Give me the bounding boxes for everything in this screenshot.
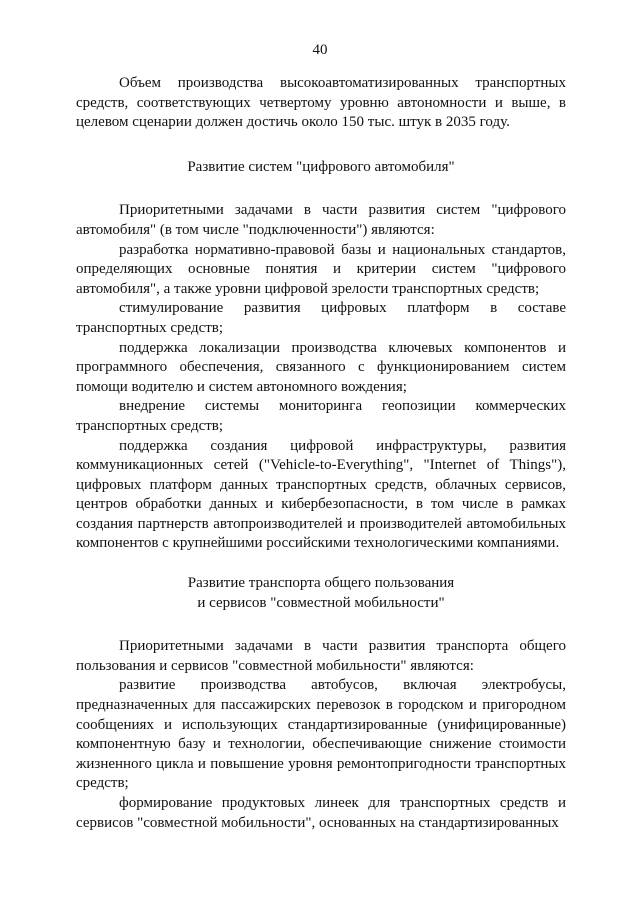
page-content [76,74,566,833]
section-heading-public-transport [76,574,566,613]
heading-line: Развитие транспорта общего пользования [187,575,455,592]
section-lead-public-transport: Приоритетными задачами в части развития транспорта общего пользования и сервисов "совместной мобильности" являются: [76,638,566,674]
list-item: поддержка локализации производства ключевых компонентов и программного обеспечения, связанного с функционированием систем помощи водителю и систем автономного вождения; [76,339,566,395]
page-number: 40 [312,42,328,58]
list-item: стимулирование развития цифровых платформ в составе транспортных средств; [76,300,566,336]
section-heading-digital-car: Развитие систем "цифрового автомобиля" [187,158,455,175]
section-lead-digital-car: Приоритетными задачами в части развития систем "цифрового автомобиля" (в том числе "подключенности") являются: [76,202,566,238]
list-item: внедрение системы мониторинга геопозиции коммерческих транспортных средств; [76,398,566,434]
list-item: формирование продуктовых линеек для транспортных средств и сервисов "совместной мобильности", основанных на стандартизированных [76,795,566,831]
heading-line: и сервисов "совместной мобильности" [197,594,445,611]
list-item: развитие производства автобусов, включая электробусы, предназначенных для пассажирских перевозок в городском и пригородном сообщениях и использующих стандартизированные (унифицированные) компонентную базу и технологии, обеспечивающие снижение стоимости жизненного цикла и повышение уровня ремонтопригодности транспортных средств; [76,677,566,792]
intro-paragraph: Объем производства высокоавтоматизированных транспортных средств, соответствующих четвертому уровню автономности и выше, в целевом сценарии должен достичь около 150 тыс. штук в 2035 году. [76,75,566,131]
list-item: поддержка создания цифровой инфраструктуры, развития коммуникационных сетей ("Vehicle-to-Everything", "Internet of Things"), цифровых платформ данных транспортных средств, облачных сервисов, центров обработки данных и кибербезопасности, в том числе в рамках создания партнерств автопроизводителей и производителей автомобильных компонентов с крупнейшими российскими технологическими компаниями. [76,437,566,552]
list-item: разработка нормативно-правовой базы и национальных стандартов, определяющих основные понятия и критерии систем "цифрового автомобиля", а также уровни цифровой зрелости транспортных средств; [76,241,566,297]
